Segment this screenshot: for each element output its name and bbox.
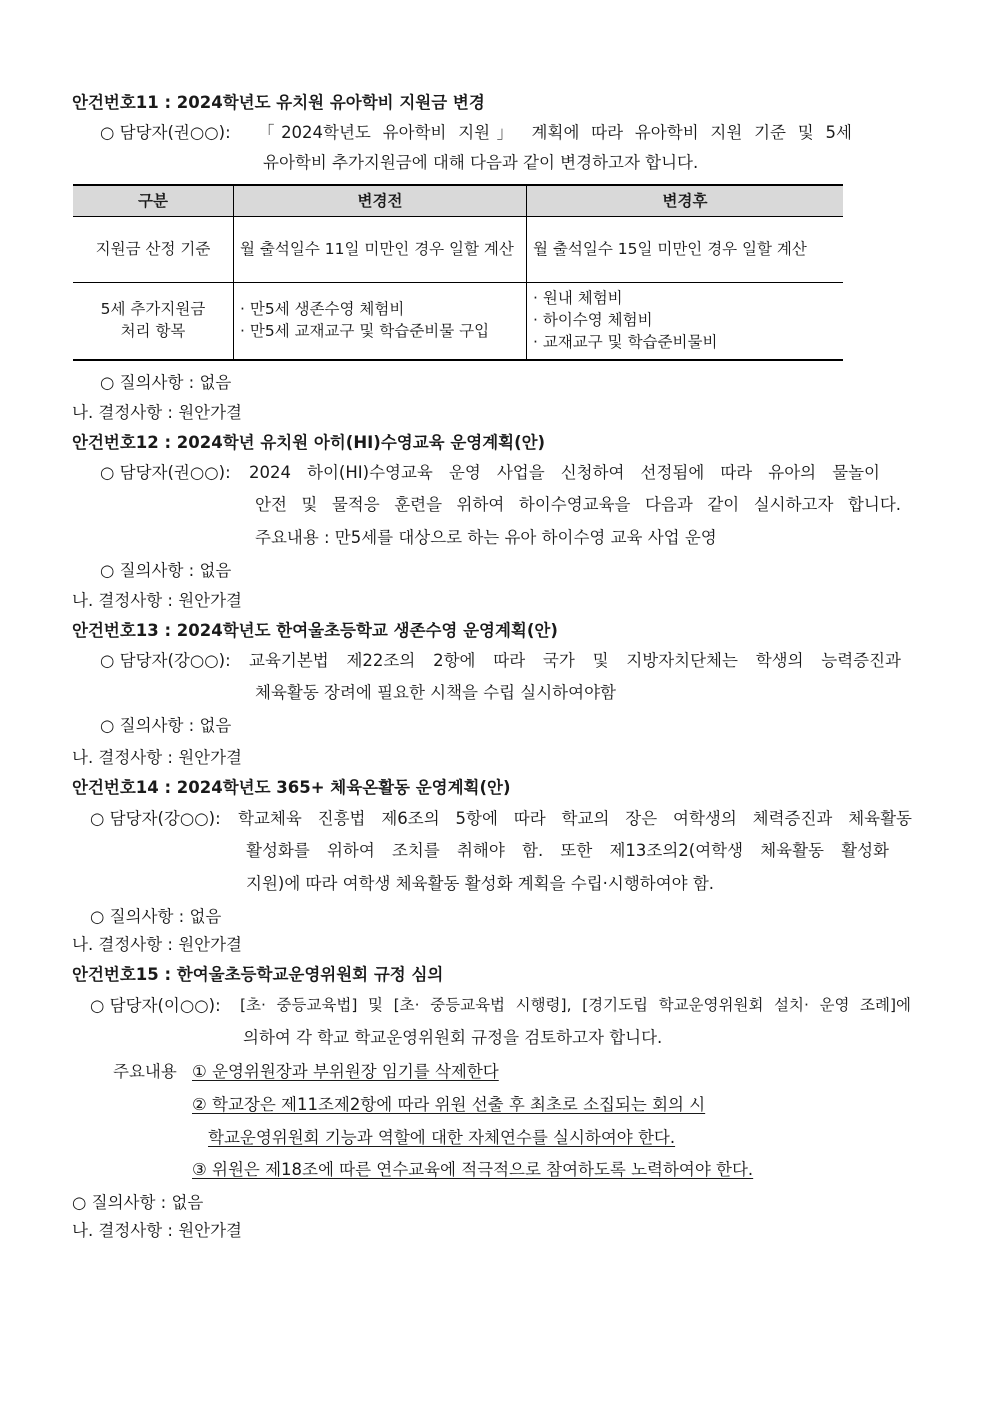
- item15-title: 안건번호15 : 한여울초등학교운영위원회 규정 심의: [72, 965, 444, 984]
- table-header-before: 변경전: [234, 185, 527, 217]
- item15-decision: 나. 결정사항 : 원안가결: [72, 1221, 242, 1240]
- category-line: 처리 항목: [120, 321, 186, 340]
- list-item: · 하이수영 체험비: [533, 310, 653, 329]
- item13-charge-line1: 교육기본법 제22조의 2항에 따라 국가 및 지방자치단체는 학생의 능력증진과: [249, 651, 901, 670]
- table-row: [73, 283, 843, 360]
- item13-question: ○ 질의사항 : 없음: [100, 716, 232, 735]
- item11-charge-line1: 「2024학년도 유아학비 지원」 계획에 따라 유아학비 지원 기준 및 5세: [258, 123, 852, 142]
- comparison-table: [73, 184, 843, 361]
- table-cell-category: [73, 283, 234, 360]
- table-cell-after: [527, 283, 844, 360]
- item11-charge-prefix: ○ 담당자(권○○):: [100, 123, 231, 142]
- list-item: · 원내 체험비: [533, 289, 623, 308]
- item14-charge-prefix: ○ 담당자(강○○):: [90, 809, 221, 828]
- item11-title: 안건번호11 : 2024학년도 유치원 유아학비 지원금 변경: [72, 93, 485, 112]
- item11-decision: 나. 결정사항 : 원안가결: [72, 403, 242, 422]
- table-header-category: 구분: [73, 185, 234, 217]
- item15-point3: ③ 위원은 제18조에 따른 연수교육에 적극적으로 참여하도록 노력하여야 한다.: [192, 1160, 754, 1179]
- item12-charge-line1: 2024 하이(HI)수영교육 운영 사업을 신청하여 선정됨에 따라 유아의 물놀이: [249, 463, 880, 482]
- item12-charge-line3: 주요내용 : 만5세를 대상으로 하는 유아 하이수영 교육 사업 운영: [255, 528, 717, 547]
- item13-charge-prefix: ○ 담당자(강○○):: [100, 651, 231, 670]
- table-header-after: 변경후: [527, 185, 844, 217]
- table-header-row: [73, 185, 843, 217]
- item13-title: 안건번호13 : 2024학년도 한여울초등학교 생존수영 운영계획(안): [72, 621, 558, 640]
- item11-question: ○ 질의사항 : 없음: [100, 373, 232, 392]
- item14-charge-line2: 활성화를 위하여 조치를 취해야 함. 또한 제13조의2(여학생 체육활동 활성화: [246, 841, 889, 860]
- item14-charge-line1: 학교체육 진흥법 제6조의 5항에 따라 학교의 장은 여학생의 체력증진과 체육활동: [238, 809, 912, 828]
- item15-point2-line1: ② 학교장은 제11조제2항에 따라 위원 선출 후 최초로 소집되는 회의 시: [192, 1095, 706, 1114]
- item12-decision: 나. 결정사항 : 원안가결: [72, 591, 242, 610]
- item11-charge-line2: 유아학비 추가지원금에 대해 다음과 같이 변경하고자 합니다.: [263, 153, 699, 172]
- item12-question: ○ 질의사항 : 없음: [100, 561, 232, 580]
- item14-title: 안건번호14 : 2024학년도 365+ 체육온활동 운영계획(안): [72, 778, 511, 797]
- item12-charge-prefix: ○ 담당자(권○○):: [100, 463, 231, 482]
- item15-main-label: 주요내용: [113, 1062, 177, 1081]
- category-line: 5세 추가지원금: [100, 300, 206, 319]
- item15-question: ○ 질의사항 : 없음: [72, 1193, 204, 1212]
- item13-decision: 나. 결정사항 : 원안가결: [72, 748, 242, 767]
- item15-point1: ① 운영위원장과 부위원장 임기를 삭제한다: [192, 1062, 499, 1081]
- item15-charge-line2: 의하여 각 학교 학교운영위원회 규정을 검토하고자 합니다.: [243, 1028, 663, 1047]
- table-cell-after: 월 출석일수 15일 미만인 경우 일할 계산: [527, 217, 844, 283]
- table-row: [73, 217, 843, 283]
- item12-charge-line2: 안전 및 물적응 훈련을 위하여 하이수영교육을 다음과 같이 실시하고자 합니다.: [255, 495, 901, 514]
- table-cell-before: [234, 283, 527, 360]
- item15-charge-prefix: ○ 담당자(이○○):: [90, 996, 221, 1015]
- list-item: · 교재교구 및 학습준비물비: [533, 332, 718, 351]
- item14-question: ○ 질의사항 : 없음: [90, 907, 222, 926]
- item15-charge-line1: [초· 중등교육법] 및 [초· 중등교육법 시행령], [경기도립 학교운영위원회 설치· 운영 조례]에: [240, 996, 911, 1014]
- item15-point2-line2: 학교운영위원회 기능과 역할에 대한 자체연수를 실시하여야 한다.: [208, 1128, 676, 1147]
- item14-decision: 나. 결정사항 : 원안가결: [72, 935, 242, 954]
- item12-title: 안건번호12 : 2024학년 유치원 아히(HI)수영교육 운영계획(안): [72, 433, 546, 452]
- item14-charge-line3: 지원)에 따라 여학생 체육활동 활성화 계획을 수립·시행하여야 함.: [246, 874, 715, 893]
- list-item: · 만5세 생존수영 체험비: [240, 300, 405, 319]
- table-cell-category: 지원금 산정 기준: [73, 217, 234, 283]
- item13-charge-line2: 체육활동 장려에 필요한 시책을 수립 실시하여야함: [255, 683, 616, 702]
- list-item: · 만5세 교재교구 및 학습준비물 구입: [240, 321, 490, 340]
- table-cell-before: 월 출석일수 11일 미만인 경우 일할 계산: [234, 217, 527, 283]
